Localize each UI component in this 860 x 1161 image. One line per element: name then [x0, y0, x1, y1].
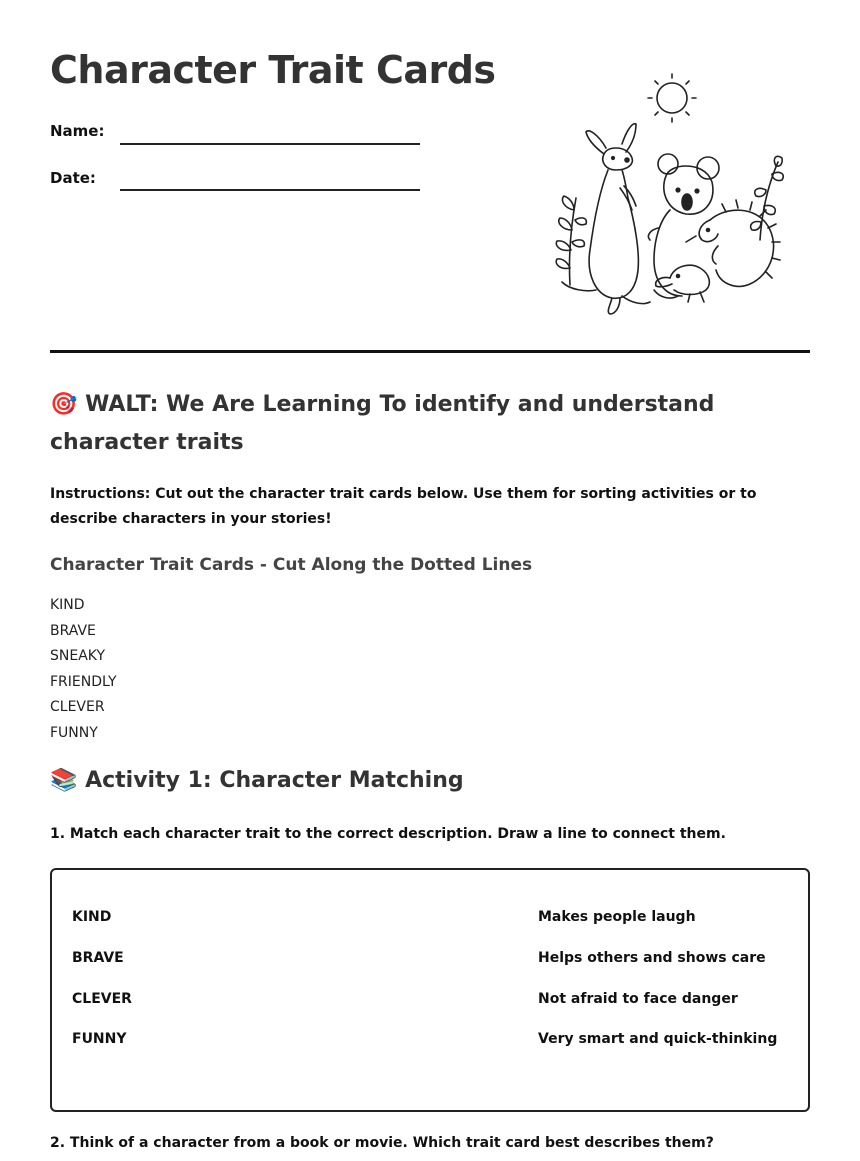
- match-description[interactable]: Makes people laugh: [538, 909, 696, 925]
- trait-card: BRAVE: [50, 622, 96, 639]
- australian-animals-illustration-icon: [550, 70, 790, 320]
- match-description[interactable]: Not afraid to face danger: [538, 991, 738, 1007]
- match-trait[interactable]: BRAVE: [72, 950, 124, 966]
- name-field-line[interactable]: [120, 143, 420, 145]
- leaf-branch-left-icon: [556, 196, 586, 285]
- match-row: [52, 950, 808, 974]
- instructions-text: Instructions: Cut out the character trait cards below. Use them for sorting activities or to describe characters in your stories!: [50, 486, 757, 527]
- walt-text: WALT: We Are Learning To identify and understand character traits: [50, 392, 715, 455]
- name-label: Name:: [50, 122, 105, 140]
- question-2: 2. Think of a character from a book or movie. Which trait card best describes them?: [50, 1135, 714, 1151]
- kangaroo-icon: [562, 124, 650, 314]
- match-row: [52, 991, 808, 1015]
- walt-heading: [50, 386, 810, 462]
- match-description[interactable]: Very smart and quick-thinking: [538, 1031, 778, 1047]
- target-icon: 🎯: [50, 392, 78, 417]
- trait-card: FUNNY: [50, 724, 98, 741]
- trait-card: SNEAKY: [50, 648, 106, 665]
- date-label: Date:: [50, 169, 96, 187]
- match-trait[interactable]: KIND: [72, 909, 112, 925]
- match-row: [52, 909, 808, 933]
- trait-card-list: [50, 593, 117, 747]
- activity-title-text: Activity 1: Character Matching: [85, 768, 464, 793]
- page-title: Character Trait Cards: [50, 48, 496, 92]
- match-row: [52, 1031, 808, 1055]
- match-trait[interactable]: FUNNY: [72, 1031, 127, 1047]
- trait-card: FRIENDLY: [50, 673, 117, 690]
- match-description[interactable]: Helps others and shows care: [538, 950, 766, 966]
- match-trait[interactable]: CLEVER: [72, 991, 132, 1007]
- books-icon: 📚: [50, 768, 78, 793]
- question-1: 1. Match each character trait to the correct description. Draw a line to connect them.: [50, 826, 726, 842]
- sun-icon: [648, 74, 696, 122]
- matching-box: [50, 868, 810, 1112]
- trait-card: CLEVER: [50, 699, 105, 716]
- leaf-branch-right-icon: [751, 156, 784, 240]
- activity-heading: [50, 768, 464, 793]
- cards-heading: Character Trait Cards - Cut Along the Dotted Lines: [50, 555, 533, 575]
- section-divider: [50, 350, 810, 353]
- date-field-line[interactable]: [120, 189, 420, 191]
- trait-card: KIND: [50, 597, 85, 613]
